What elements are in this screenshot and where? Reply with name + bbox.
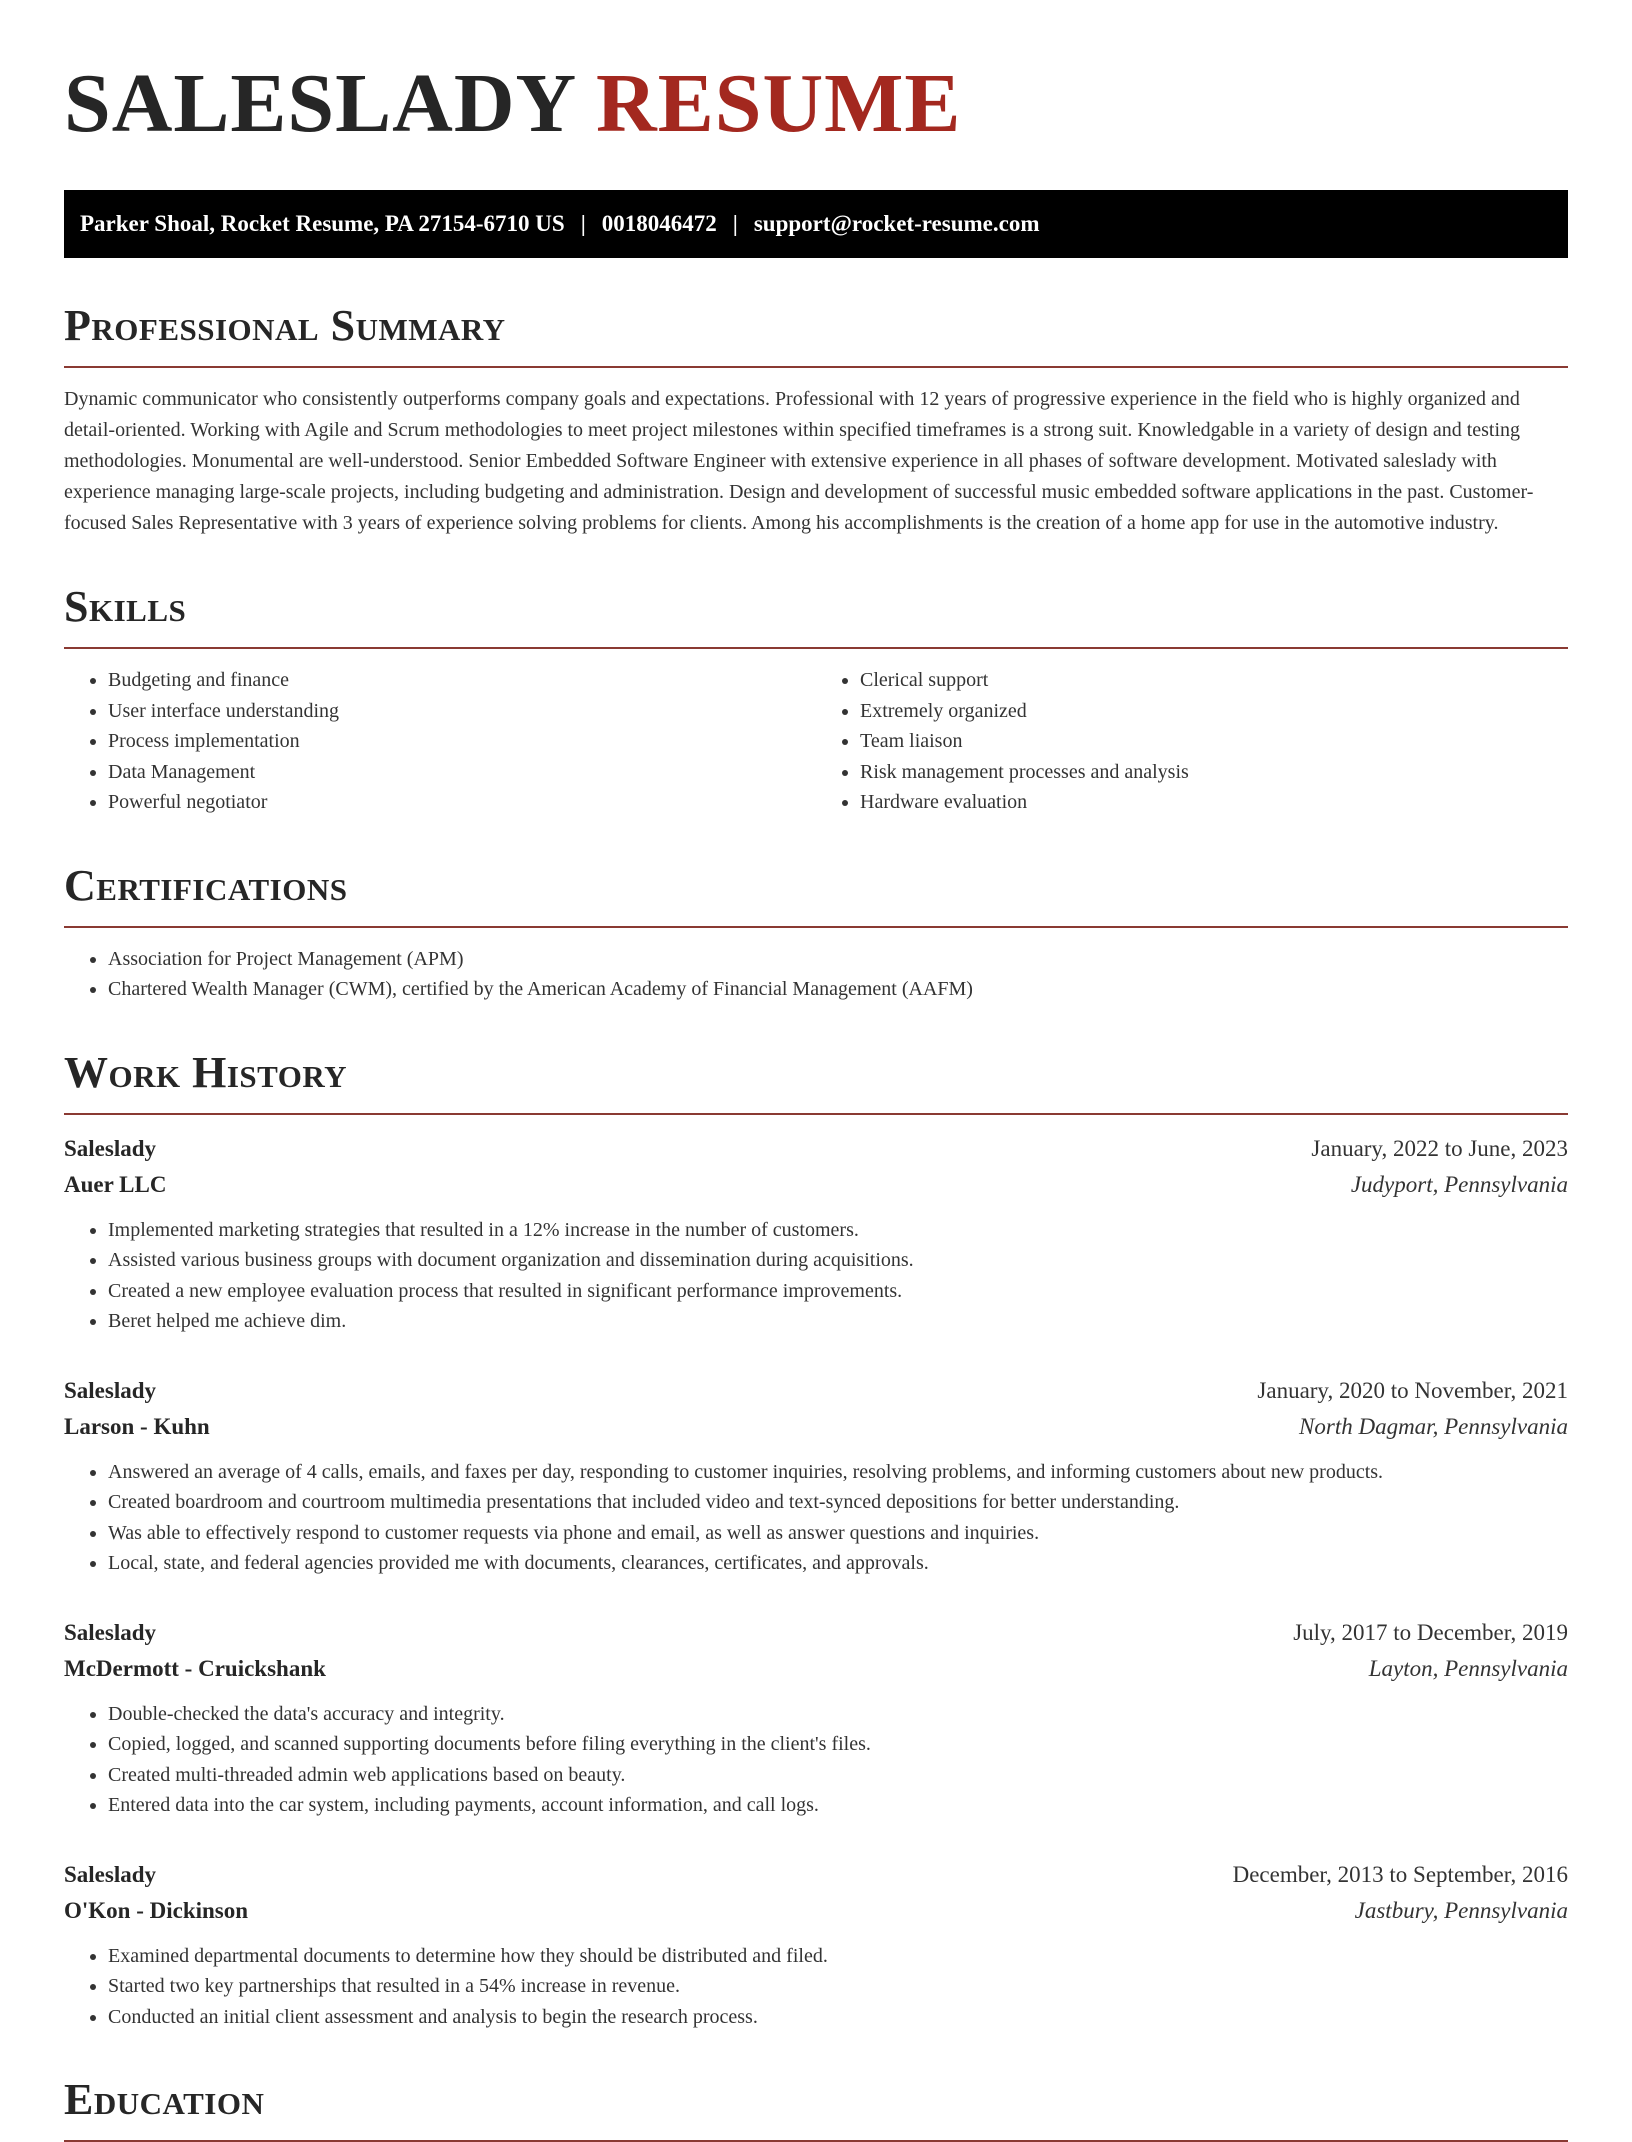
job-bullet: • Started two key partnerships that resulted in a 54% increase in revenue. — [108, 1971, 1568, 2002]
job-title: Saleslady — [64, 1619, 157, 1645]
work-history-section — [64, 1049, 1568, 2033]
skill-item: • User interface understanding — [108, 696, 816, 727]
skill-item: • Extremely organized — [860, 696, 1568, 727]
job-company-row — [64, 1893, 1568, 1929]
job-dates: December, 2013 to September, 2016 — [1232, 1861, 1568, 1887]
certification-item: • Chartered Wealth Manager (CWM), certified by the American Academy of Financial Management (AAFM) — [108, 974, 1568, 1005]
contact-bar — [64, 190, 1568, 258]
job-dates: January, 2020 to November, 2021 — [1257, 1377, 1568, 1403]
skills-list-left — [64, 665, 816, 818]
skill-item: • Risk management processes and analysis — [860, 757, 1568, 788]
job-bullet: • Beret helped me achieve dim. — [108, 1306, 1568, 1337]
job-bullets — [64, 1215, 1568, 1337]
job-company: McDermott - Cruickshank — [64, 1655, 326, 1681]
job-dates: January, 2022 to June, 2023 — [1311, 1135, 1568, 1161]
contact-separator: | — [732, 211, 738, 236]
contact-phone: 0018046472 — [601, 211, 717, 236]
job-title: Saleslady — [64, 1377, 157, 1403]
job-bullet: • Assisted various business groups with document organization and dissemination during acquisitions. — [108, 1245, 1568, 1276]
job-location: Jastbury, Pennsylvania — [1354, 1897, 1568, 1923]
job-bullets — [64, 1457, 1568, 1579]
job-company-row — [64, 1409, 1568, 1445]
job-bullet: • Conducted an initial client assessment and analysis to begin the research process. — [108, 2002, 1568, 2033]
skill-item: • Clerical support — [860, 665, 1568, 696]
summary-section — [64, 302, 1568, 539]
skill-item: • Hardware evaluation — [860, 787, 1568, 818]
job-header-row — [64, 1857, 1568, 1893]
job-company: Larson - Kuhn — [64, 1413, 210, 1439]
job-entry — [64, 1373, 1568, 1579]
certifications-section — [64, 862, 1568, 1005]
skills-heading: Skills — [64, 583, 1568, 649]
skill-item: • Data Management — [108, 757, 816, 788]
skill-item: • Process implementation — [108, 726, 816, 757]
job-bullet: • Created a new employee evaluation process that resulted in significant performance improvements. — [108, 1276, 1568, 1307]
job-bullet: • Implemented marketing strategies that resulted in a 12% increase in the number of customers. — [108, 1215, 1568, 1246]
job-entry — [64, 1131, 1568, 1337]
job-company: O'Kon - Dickinson — [64, 1897, 249, 1923]
job-company: Auer LLC — [64, 1171, 167, 1197]
skills-grid — [64, 649, 1568, 818]
summary-heading: Professional Summary — [64, 302, 1568, 368]
certifications-list — [64, 944, 1568, 1005]
job-location: Layton, Pennsylvania — [1368, 1655, 1568, 1681]
skill-item: • Powerful negotiator — [108, 787, 816, 818]
job-entry — [64, 1857, 1568, 2033]
education-section — [64, 2076, 1568, 2142]
contact-email: support@rocket-resume.com — [753, 211, 1040, 236]
job-company-row — [64, 1651, 1568, 1687]
skill-item: • Budgeting and finance — [108, 665, 816, 696]
job-header-row — [64, 1615, 1568, 1651]
work-history-heading: Work History — [64, 1049, 1568, 1115]
job-header-row — [64, 1373, 1568, 1409]
job-bullet: • Local, state, and federal agencies provided me with documents, clearances, certificates, and approvals. — [108, 1548, 1568, 1579]
summary-text: Dynamic communicator who consistently outperforms company goals and expectations. Professional with 12 years of progressive experience in the field who is highly organized and detail-oriented. Working with Agile and Scrum methodologies to meet project milestones within specified timeframes is a strong suit. Knowledgable in a variety of design and testing methodologies. Monumental are well-understood. Senior Embedded Software Engineer with extensive experience in all phases of software development. Motivated saleslady with experience managing large-scale projects, including budgeting and administration. Design and development of successful music embedded software applications in the past. Customer-focused Sales Representative with 3 years of experience solving problems for clients. Among his accomplishments is the creation of a home app for use in the automotive industry. — [64, 388, 1534, 534]
job-company-row — [64, 1167, 1568, 1203]
resume-title — [64, 58, 1568, 150]
job-bullet: • Examined departmental documents to determine how they should be distributed and filed. — [108, 1941, 1568, 1972]
job-header-row — [64, 1131, 1568, 1167]
job-bullet: • Answered an average of 4 calls, emails, and faxes per day, responding to customer inquiries, resolving problems, and informing customers about new products. — [108, 1457, 1568, 1488]
education-heading: Education — [64, 2076, 1568, 2142]
job-bullets — [64, 1941, 1568, 2033]
job-title: Saleslady — [64, 1861, 157, 1887]
job-bullet: • Entered data into the car system, including payments, account information, and call logs. — [108, 1790, 1568, 1821]
job-bullet: • Copied, logged, and scanned supporting documents before filing everything in the client's files. — [108, 1729, 1568, 1760]
certification-item: • Association for Project Management (APM) — [108, 944, 1568, 975]
title-role: SALESLADY — [64, 57, 575, 150]
job-bullet: • Created boardroom and courtroom multimedia presentations that included video and text-synced depositions for better understanding. — [108, 1487, 1568, 1518]
job-location: North Dagmar, Pennsylvania — [1299, 1413, 1568, 1439]
skill-item: • Team liaison — [860, 726, 1568, 757]
job-dates: July, 2017 to December, 2019 — [1293, 1619, 1568, 1645]
job-bullet: • Created multi-threaded admin web applications based on beauty. — [108, 1760, 1568, 1791]
job-title: Saleslady — [64, 1135, 157, 1161]
contact-separator: | — [580, 211, 586, 236]
job-bullets — [64, 1699, 1568, 1821]
job-entry — [64, 1615, 1568, 1821]
skills-list-right — [816, 665, 1568, 818]
job-bullet: • Was able to effectively respond to customer requests via phone and email, as well as answer questions and inquiries. — [108, 1518, 1568, 1549]
skills-section — [64, 583, 1568, 818]
job-location: Judyport, Pennsylvania — [1350, 1171, 1568, 1197]
job-bullet: • Double-checked the data's accuracy and integrity. — [108, 1699, 1568, 1730]
title-accent: RESUME — [596, 57, 962, 150]
contact-address: Parker Shoal, Rocket Resume, PA 27154-6710 US — [80, 211, 565, 236]
certifications-heading: Certifications — [64, 862, 1568, 928]
